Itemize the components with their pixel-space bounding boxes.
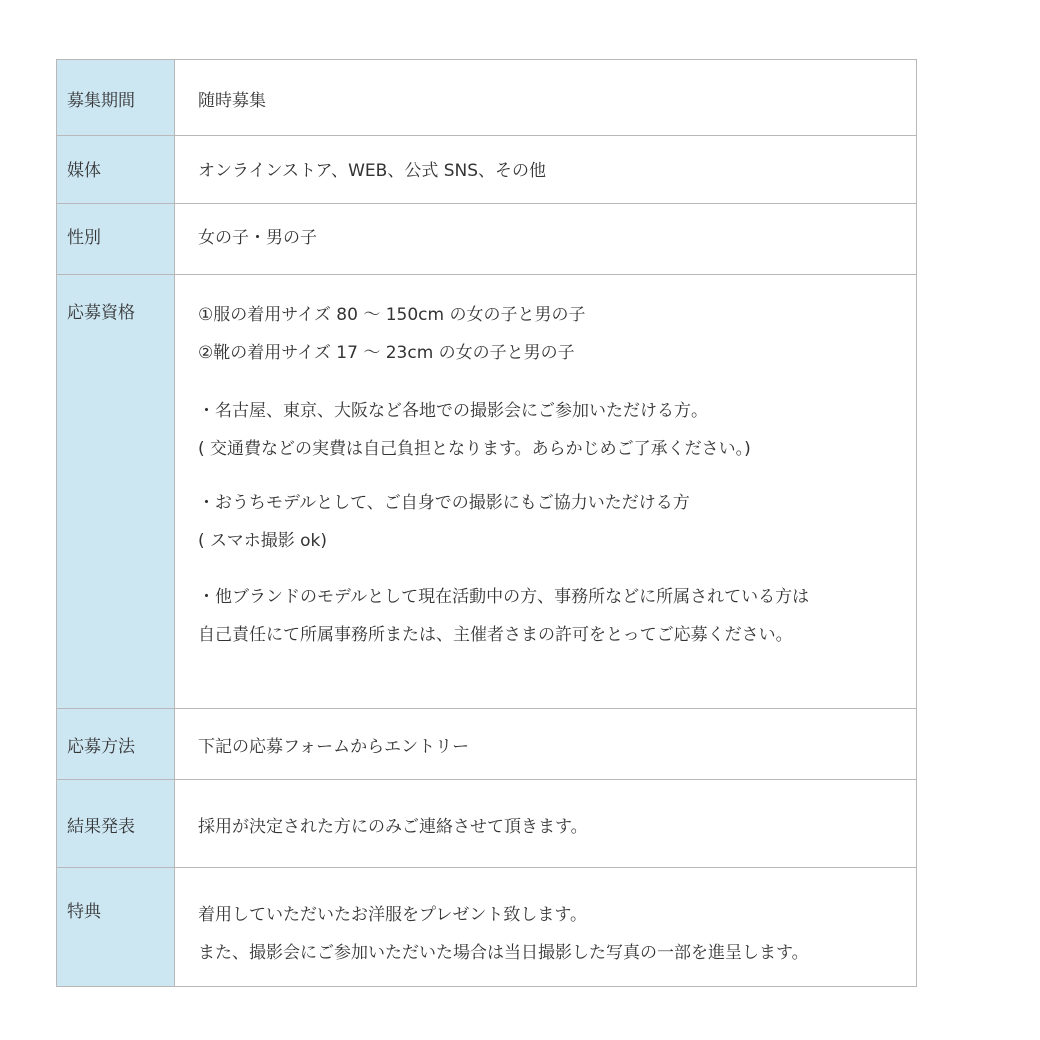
row-header-qualification: 応募資格 — [57, 275, 175, 709]
qualification-line: 自己責任にて所属事務所または、主催者さまの許可をとってご応募ください。 — [198, 625, 793, 645]
row-header-result: 結果発表 — [57, 780, 175, 868]
table-row-media — [57, 136, 917, 204]
qualification-line: ①服の着用サイズ 80 〜 150cm の女の子と男の子 — [198, 305, 586, 325]
row-header-period: 募集期間 — [57, 60, 175, 136]
benefit-line: また、撮影会にご参加いただいた場合は当日撮影した写真の一部を進呈します。 — [198, 943, 809, 963]
table-row-qualification — [57, 275, 917, 709]
qualification-line: ( 交通費などの実費は自己負担となります。あらかじめご了承ください。) — [198, 439, 751, 459]
qualification-line: ・おうちモデルとして、ご自身での撮影にもご協力いただける方 — [198, 493, 690, 513]
row-header-method: 応募方法 — [57, 709, 175, 780]
row-value-gender: 女の子・男の子 — [175, 204, 917, 275]
row-header-media: 媒体 — [57, 136, 175, 204]
row-value-result: 採用が決定された方にのみご連絡させて頂きます。 — [175, 780, 917, 868]
row-header-benefit: 特典 — [57, 868, 175, 987]
qualification-line: ②靴の着用サイズ 17 〜 23cm の女の子と男の子 — [198, 343, 575, 363]
table-row-benefit — [57, 868, 917, 987]
row-value-period: 随時募集 — [175, 60, 917, 136]
row-value-qualification — [175, 275, 917, 709]
table-row-period — [57, 60, 917, 136]
table-row-result — [57, 780, 917, 868]
row-value-benefit — [175, 868, 917, 987]
qualification-line: ( スマホ撮影 ok) — [198, 531, 327, 551]
row-value-media: オンラインストア、WEB、公式 SNS、その他 — [175, 136, 917, 204]
row-header-gender: 性別 — [57, 204, 175, 275]
qualification-line: ・名古屋、東京、大阪など各地での撮影会にご参加いただける方。 — [198, 401, 708, 421]
recruitment-info-table — [56, 59, 917, 987]
benefit-line: 着用していただいたお洋服をプレゼント致します。 — [198, 905, 587, 925]
table-row-method — [57, 709, 917, 780]
qualification-line: ・他ブランドのモデルとして現在活動中の方、事務所などに所属されている方は — [198, 587, 810, 607]
row-value-method: 下記の応募フォームからエントリー — [175, 709, 917, 780]
table-row-gender — [57, 204, 917, 275]
